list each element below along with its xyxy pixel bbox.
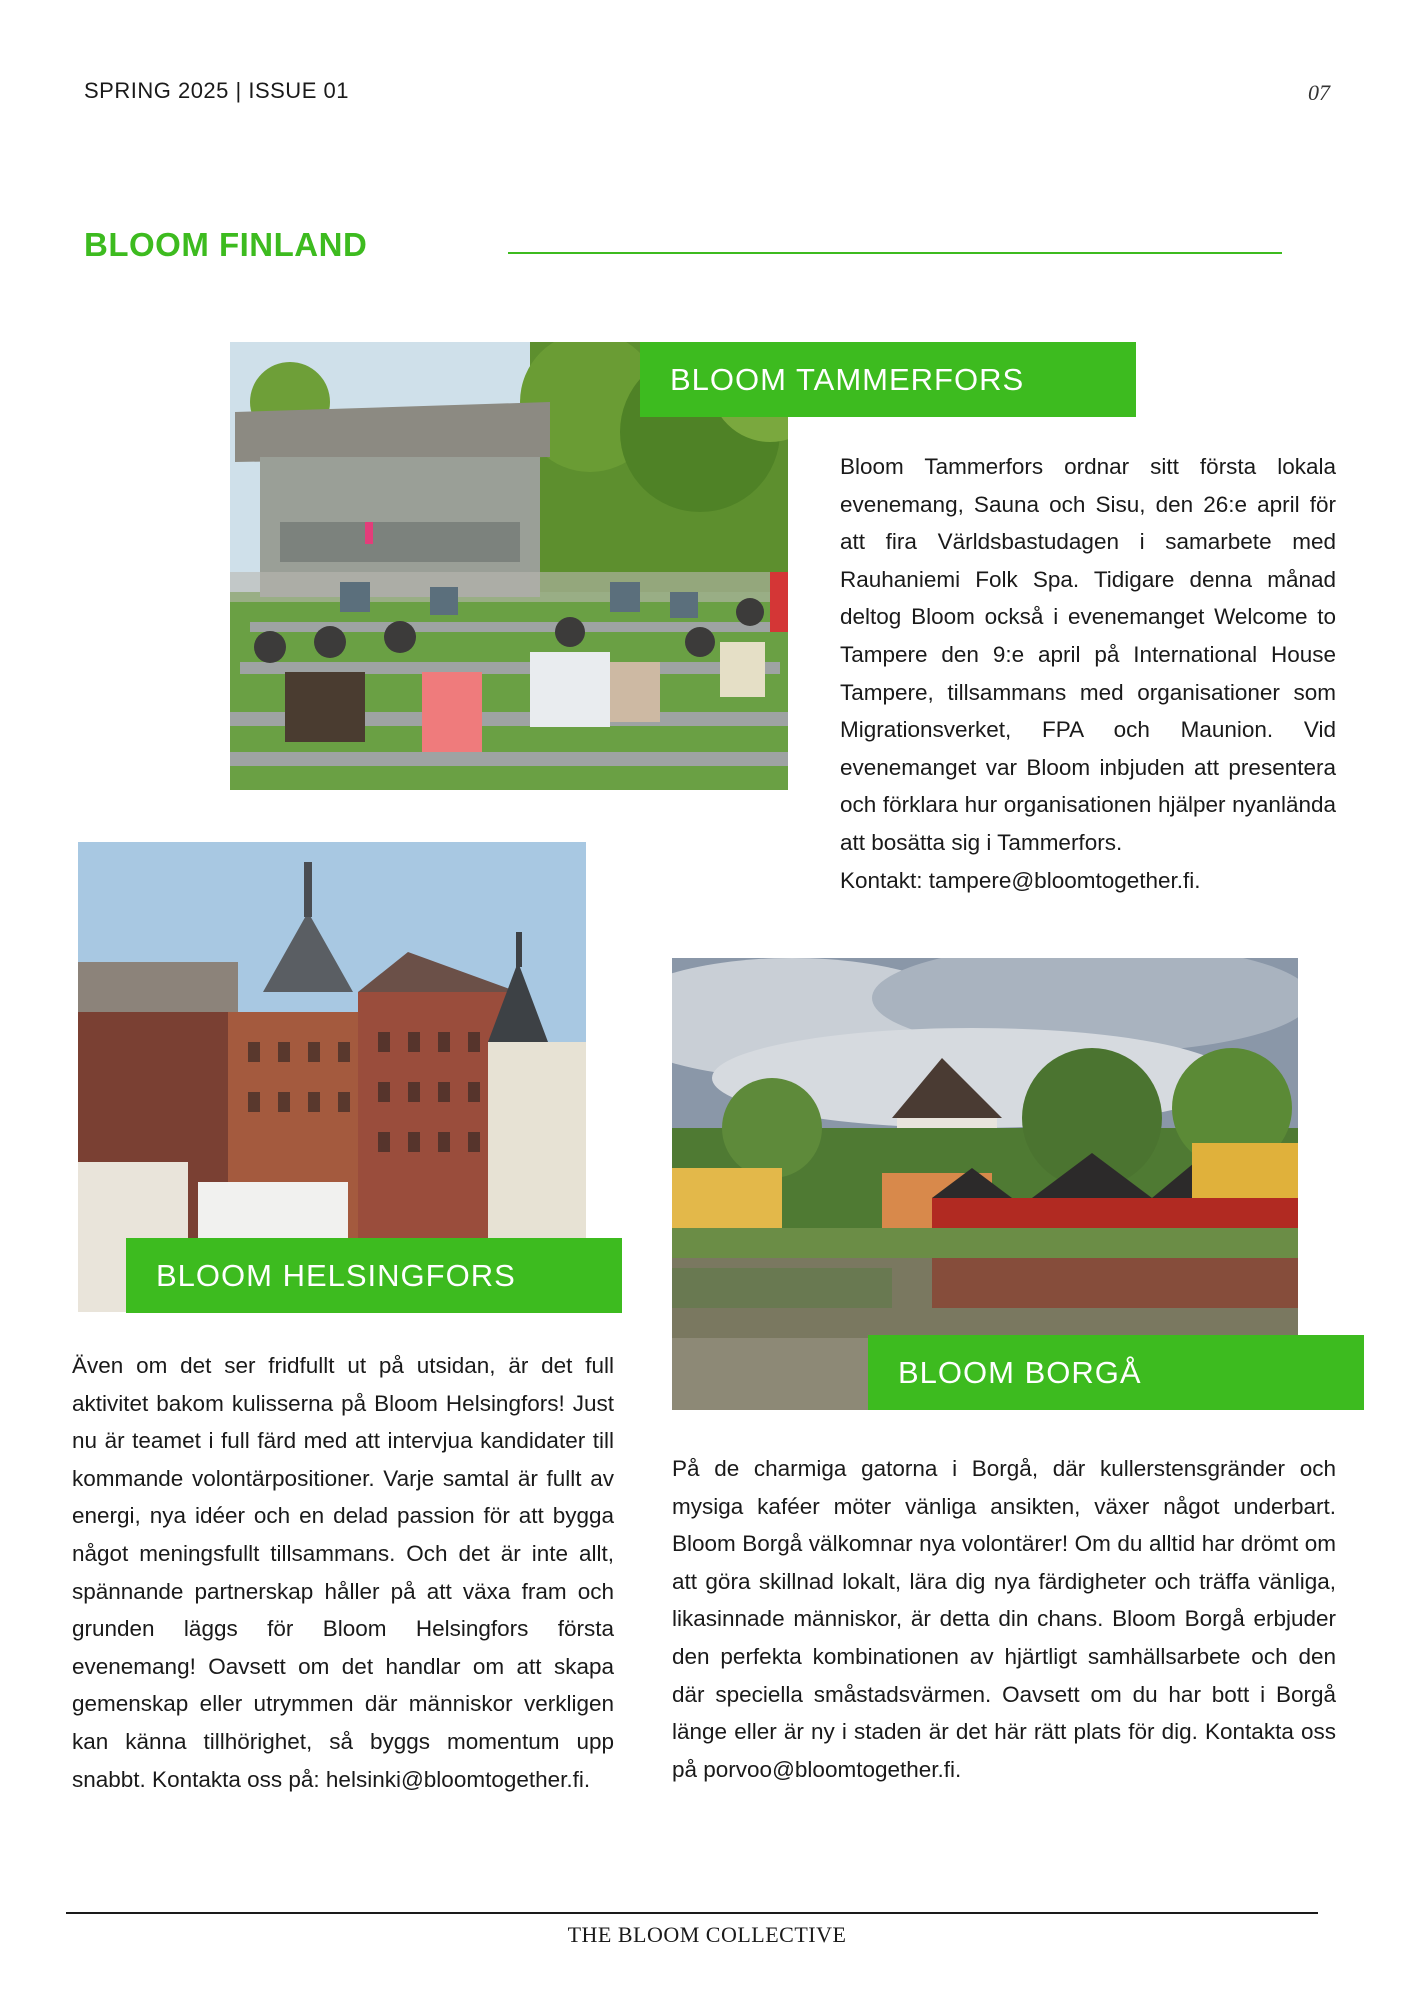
tammerfors-body: Bloom Tammerfors ordnar sitt första lokala evenemang, Sauna och Sisu, den 26:e april för att fira Världsbastudagen i samarbete med Rauhaniemi Folk Spa. Tidigare denna månad deltog Bloom också i evenemanget Welcome to Tampere den 9:e april på International House Tampere, tillsammans med organisationer som Migrationsverket, FPA och Maunion. Vid evenemanget var Bloom inbjuden att presentera och förklara hur organisationen hjälper nyanlända att bosätta sig i Tammerfors. <box>840 454 1336 855</box>
tammerfors-article <box>840 448 1336 899</box>
borga-article <box>672 1450 1336 1788</box>
helsingfors-article <box>72 1347 614 1798</box>
page-number: 07 <box>1308 80 1330 105</box>
borga-heading: BLOOM BORGÅ <box>898 1354 1142 1390</box>
helsingfors-body: Även om det ser fridfullt ut på utsidan, är det full aktivitet bakom kulisserna på Bloom Helsingfors! Just nu är teamet i full färd med att intervjua kandidater till kommande volontärpositioner. Varje samtal är fullt av energi, nya idéer och en delad passion för att bygga något meningsfullt tillsammans. Och det är inte allt, spännande partnerskap håller på att växa fram och grunden läggs för Bloom Helsingfors första evenemang! Oavsett om det handlar om att skapa gemenskap eller utrymmen där människor verkligen kan känna tillhörighet, så byggs momentum upp snabbt. Kontakta oss på: helsinki@bloomtogether.fi. <box>72 1353 614 1792</box>
helsingfors-heading-banner <box>126 1238 622 1313</box>
section-divider <box>508 252 1282 254</box>
footer-brand: THE BLOOM COLLECTIVE <box>567 1922 847 1947</box>
helsingfors-heading: BLOOM HELSINGFORS <box>156 1257 516 1293</box>
issue-label: SPRING 2025 | ISSUE 01 <box>84 78 349 103</box>
tammerfors-heading: BLOOM TAMMERFORS <box>670 361 1025 397</box>
section-title: BLOOM FINLAND <box>84 226 368 263</box>
borga-heading-banner <box>868 1335 1364 1410</box>
borga-body: På de charmiga gatorna i Borgå, där kullerstensgränder och mysiga kaféer möter vänliga ansikten, växer något underbart. Bloom Borgå välkomnar nya volontärer! Om du alltid har drömt om att göra skillnad lokalt, lära dig nya färdigheter och träffa vänliga, likasinnade människor, är detta din chans. Bloom Borgå erbjuder den perfekta kombinationen av hjärtligt samhällsarbete och den där speciella småstadsvärmen. Oavsett om du har bott i Borgå länge eller är ny i staden är det här rätt plats för dig. Kontakta oss på porvoo@bloomtogether.fi. <box>672 1456 1336 1782</box>
tammerfors-heading-banner <box>640 342 1136 417</box>
footer-divider <box>66 1912 1318 1914</box>
tammerfors-contact: Kontakt: tampere@bloomtogether.fi. <box>840 867 1201 893</box>
